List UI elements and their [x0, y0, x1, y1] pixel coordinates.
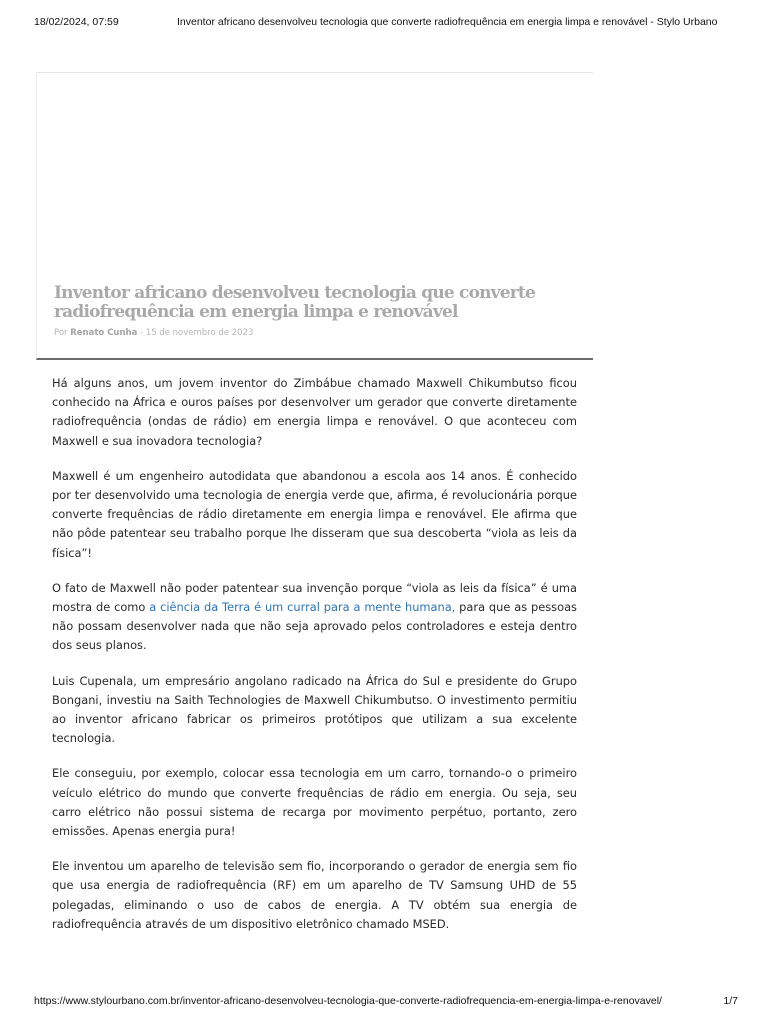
- article-paragraph-2: Maxwell é um engenheiro autodidata que abandonou a escola aos 14 anos. É conhecido por ter desenvolvido uma tecnologia de energia verde que, afirma, é revolucionária porque converte frequências de rádio diretamente em energia limpa e renovável. Ele afirma que não pôde patentear seu trabalho porque lhe disseram que sua descoberta “viola as leis da física”!: [52, 468, 577, 560]
- print-document-title: Inventor africano desenvolveu tecnologia que converte radiofrequência em energia limpa e renovável - Stylo Urbano: [177, 16, 718, 28]
- article-paragraph-1: Há alguns anos, um jovem inventor do Zimbábue chamado Maxwell Chikumbutso ficou conhecido na África e ouros países por desenvolver um gerador que converte diretamente radiofrequência (ondas de rádio) em energia limpa e renovável. O que aconteceu com Maxwell e sua inovadora tecnologia?: [52, 376, 577, 448]
- article-byline: [54, 328, 253, 338]
- byline-prefix: Por: [54, 328, 68, 338]
- article-paragraph-6: Ele inventou um aparelho de televisão sem fio, incorporando o gerador de energia sem fio que usa energia de radiofrequência (RF) em um aparelho de TV Samsung UHD de 55 polegadas, eliminando o uso de cabos de energia. A TV obtém sua energia de radiofrequência através de um dispositivo eletrônico chamado MSED.: [52, 859, 577, 931]
- print-header: [34, 16, 746, 32]
- article-paragraph-5: Ele conseguiu, por exemplo, colocar essa tecnologia em um carro, tornando-o o primeiro veículo elétrico do mundo que converte frequências de rádio em energia. Ou seja, seu carro elétrico não possui sistema de recarga por movimento perpétuo, portanto, zero emissões. Apenas energia pura!: [52, 766, 577, 839]
- paragraph-3-text-after-link: para que as pessoas não possam desenvolver nada que não seja aprovado pelos controladores e esteja dentro dos seus planos.: [52, 600, 577, 653]
- byline-author-link[interactable]: Renato Cunha: [70, 328, 138, 338]
- print-footer: [34, 995, 738, 1009]
- byline-date: 15 de novembro de 2023: [145, 328, 254, 338]
- article-paragraph-4: Luis Cupenala, um empresário angolano radicado na África do Sul e presidente do Grupo Bongani, investiu na Saith Technologies de Maxwell Chikumbutso. O investimento permitiu ao inventor africano fabricar os primeiros protótipos que utilizam a sua excelente tecnologia.: [52, 673, 577, 746]
- byline-separator: -: [140, 328, 144, 338]
- print-datetime: 18/02/2024, 07:59: [34, 16, 119, 28]
- article-title: Inventor africano desenvolveu tecnologia que converte radiofrequência em energia limpa e renovável: [54, 283, 535, 322]
- print-page-number: 1/7: [723, 995, 738, 1007]
- inline-article-link[interactable]: a ciência da Terra é um curral para a mente humana,: [149, 600, 456, 615]
- paragraph-3-text-before-link: O fato de Maxwell não poder patentear sua invenção porque “viola as leis da física” é uma mostra de como: [52, 580, 577, 615]
- article-paragraph-3: [52, 579, 577, 656]
- article-body: [52, 374, 577, 950]
- print-footer-url: https://www.stylourbano.com.br/inventor-africano-desenvolveu-tecnologia-que-converte-radiofrequencia-em-energia-limpa-e-renovavel/: [34, 995, 662, 1007]
- article-hero: [36, 72, 593, 360]
